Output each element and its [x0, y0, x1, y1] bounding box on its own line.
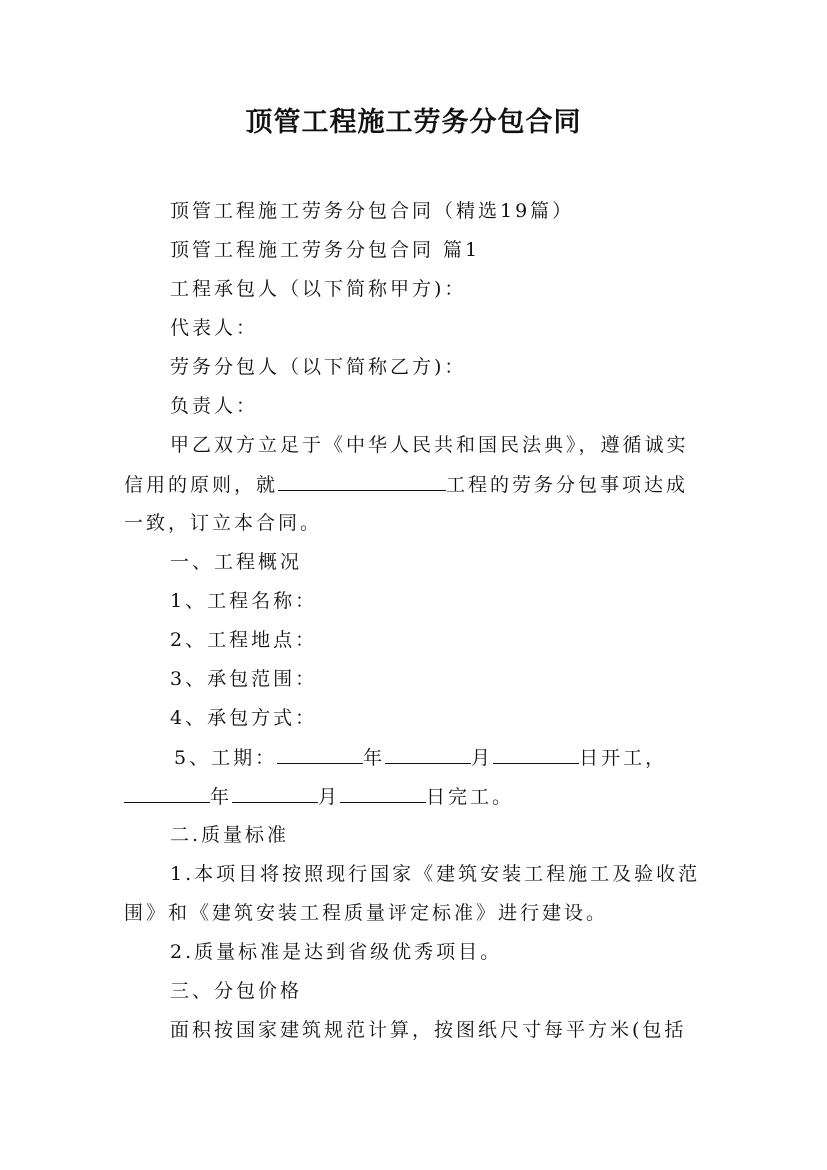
document-title: 顶管工程施工劳务分包合同: [245, 107, 582, 138]
section-heading: 二.质量标准: [170, 824, 290, 846]
section-heading: 一、工程概况: [170, 551, 303, 573]
list-item: 2、工程地点：: [170, 629, 318, 651]
party-a-line: 工程承包人（以下简称甲方)：: [170, 278, 467, 300]
list-item: 4、承包方式：: [170, 707, 318, 729]
responsible-person-line: 负责人：: [170, 395, 259, 417]
section-heading: 三、分包价格: [170, 980, 303, 1002]
list-item: 1、工程名称：: [170, 590, 318, 612]
schedule-line: [124, 784, 704, 809]
text-segment: 月: [471, 747, 494, 769]
paragraph-line: 1.本项目将按照现行国家《建筑安装工程施工及验收范: [170, 863, 701, 885]
text-segment: 日开工，: [579, 747, 668, 769]
text-segment: 信用的原则，就: [124, 474, 279, 496]
subtitle-line: 顶管工程施工劳务分包合同（精选19篇）: [170, 200, 575, 222]
section-heading: 顶管工程施工劳务分包合同 篇1: [170, 239, 481, 261]
blank-underline: [232, 784, 318, 803]
paragraph-line: 面积按国家建筑规范计算，按图纸尺寸每平方米(包括: [170, 1019, 687, 1041]
party-b-line: 劳务分包人（以下简称乙方)：: [170, 356, 467, 378]
text-segment: 年: [210, 786, 233, 808]
text-segment: 5、工期：: [174, 747, 278, 769]
text-segment: 日完工。: [426, 786, 515, 808]
representative-line: 代表人：: [170, 317, 259, 339]
text-segment: 年: [363, 747, 386, 769]
paragraph-line: 甲乙双方立足于《中华人民共和国民法典》，遵循诚实: [170, 434, 689, 456]
paragraph-line: 围》和《建筑安装工程质量评定标准》进行建设。: [124, 902, 609, 924]
text-segment: 工程的劳务分包事项达成: [446, 474, 689, 496]
blank-underline: [278, 472, 446, 491]
list-item: 3、承包范围：: [170, 668, 318, 690]
schedule-line: [124, 745, 754, 770]
blank-underline: [493, 745, 579, 764]
blank-underline: [385, 745, 471, 764]
text-segment: 月: [318, 786, 341, 808]
blank-underline: [277, 745, 363, 764]
paragraph-line: [124, 472, 704, 497]
blank-underline: [124, 784, 210, 803]
blank-underline: [340, 784, 426, 803]
paragraph-line: 2.质量标准是达到省级优秀项目。: [170, 941, 503, 963]
paragraph-line: 一致，订立本合同。: [124, 512, 323, 534]
